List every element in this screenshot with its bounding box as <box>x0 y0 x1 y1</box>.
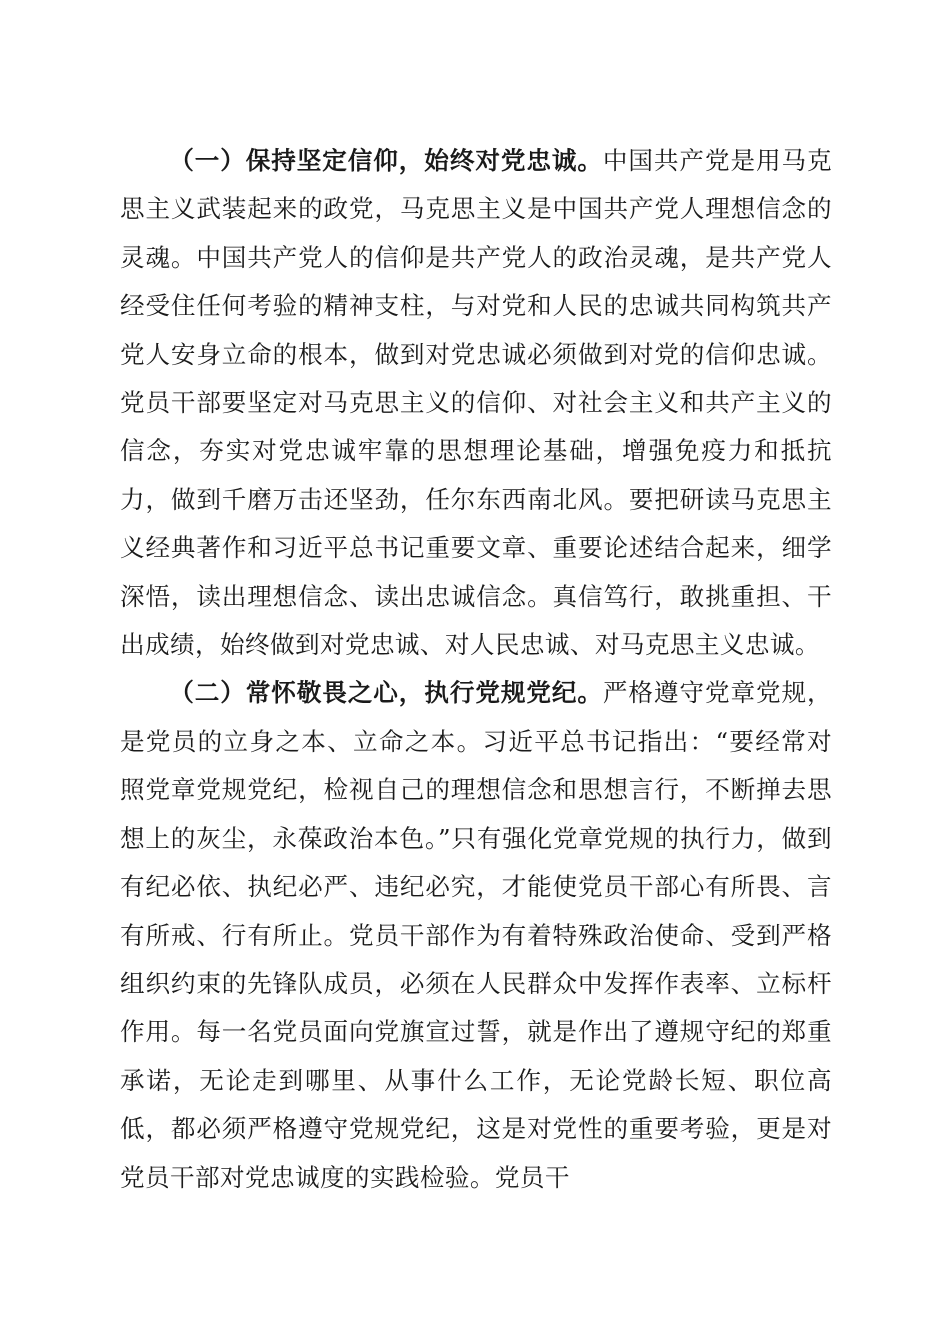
paragraph-2-heading: （二）常怀敬畏之心，执行党规党纪。 <box>169 678 603 708</box>
paragraph-2 <box>120 669 832 1201</box>
paragraph-1-body: 中国共产党是用马克思主义武装起来的政党，马克思主义是中国共产党人理想信念的灵魂。中国共产党人的信仰是共产党人的政治灵魂，是共产党人经受住任何考验的精神支柱，与对党和人民的忠诚共同构筑共产党人安身立命的根本，做到对党忠诚必须做到对党的信仰忠诚。党员干部要坚定对马克思主义的信仰、对社会主义和共产主义的信念，夯实对党忠诚牢靠的思想理论基础，增强免疫力和抵抗力，做到千磨万击还坚劲，任尔东西南北风。要把研读马克思主义经典著作和习近平总书记重要文章、重要论述结合起来，细学深悟，读出理想信念、读出忠诚信念。真信笃行，敢挑重担、干出成绩，始终做到对党忠诚、对人民忠诚、对马克思主义忠诚。 <box>120 146 832 660</box>
paragraph-2-body: 严格遵守党章党规，是党员的立身之本、立命之本。习近平总书记指出：“要经常对照党章党规党纪，检视自己的理想信念和思想言行，不断掸去思想上的灰尘，永葆政治本色。”只有强化党章党规的执行力，做到有纪必依、执纪必严、违纪必究，才能使党员干部心有所畏、言有所戒、行有所止。党员干部作为有着特殊政治使命、受到严格组织约束的先锋队成员，必须在人民群众中发挥作表率、立标杆作用。每一名党员面向党旗宣过誓，就是作出了遵规守纪的郑重承诺，无论走到哪里、从事什么工作，无论党龄长短、职位高低，都必须严格遵守党规党纪，这是对党性的重要考验，更是对党员干部对党忠诚度的实践检验。党员干 <box>120 678 832 1192</box>
paragraph-1-heading: （一）保持坚定信仰，始终对党忠诚。 <box>169 146 603 175</box>
document-body <box>120 137 832 1202</box>
paragraph-1 <box>120 137 832 669</box>
